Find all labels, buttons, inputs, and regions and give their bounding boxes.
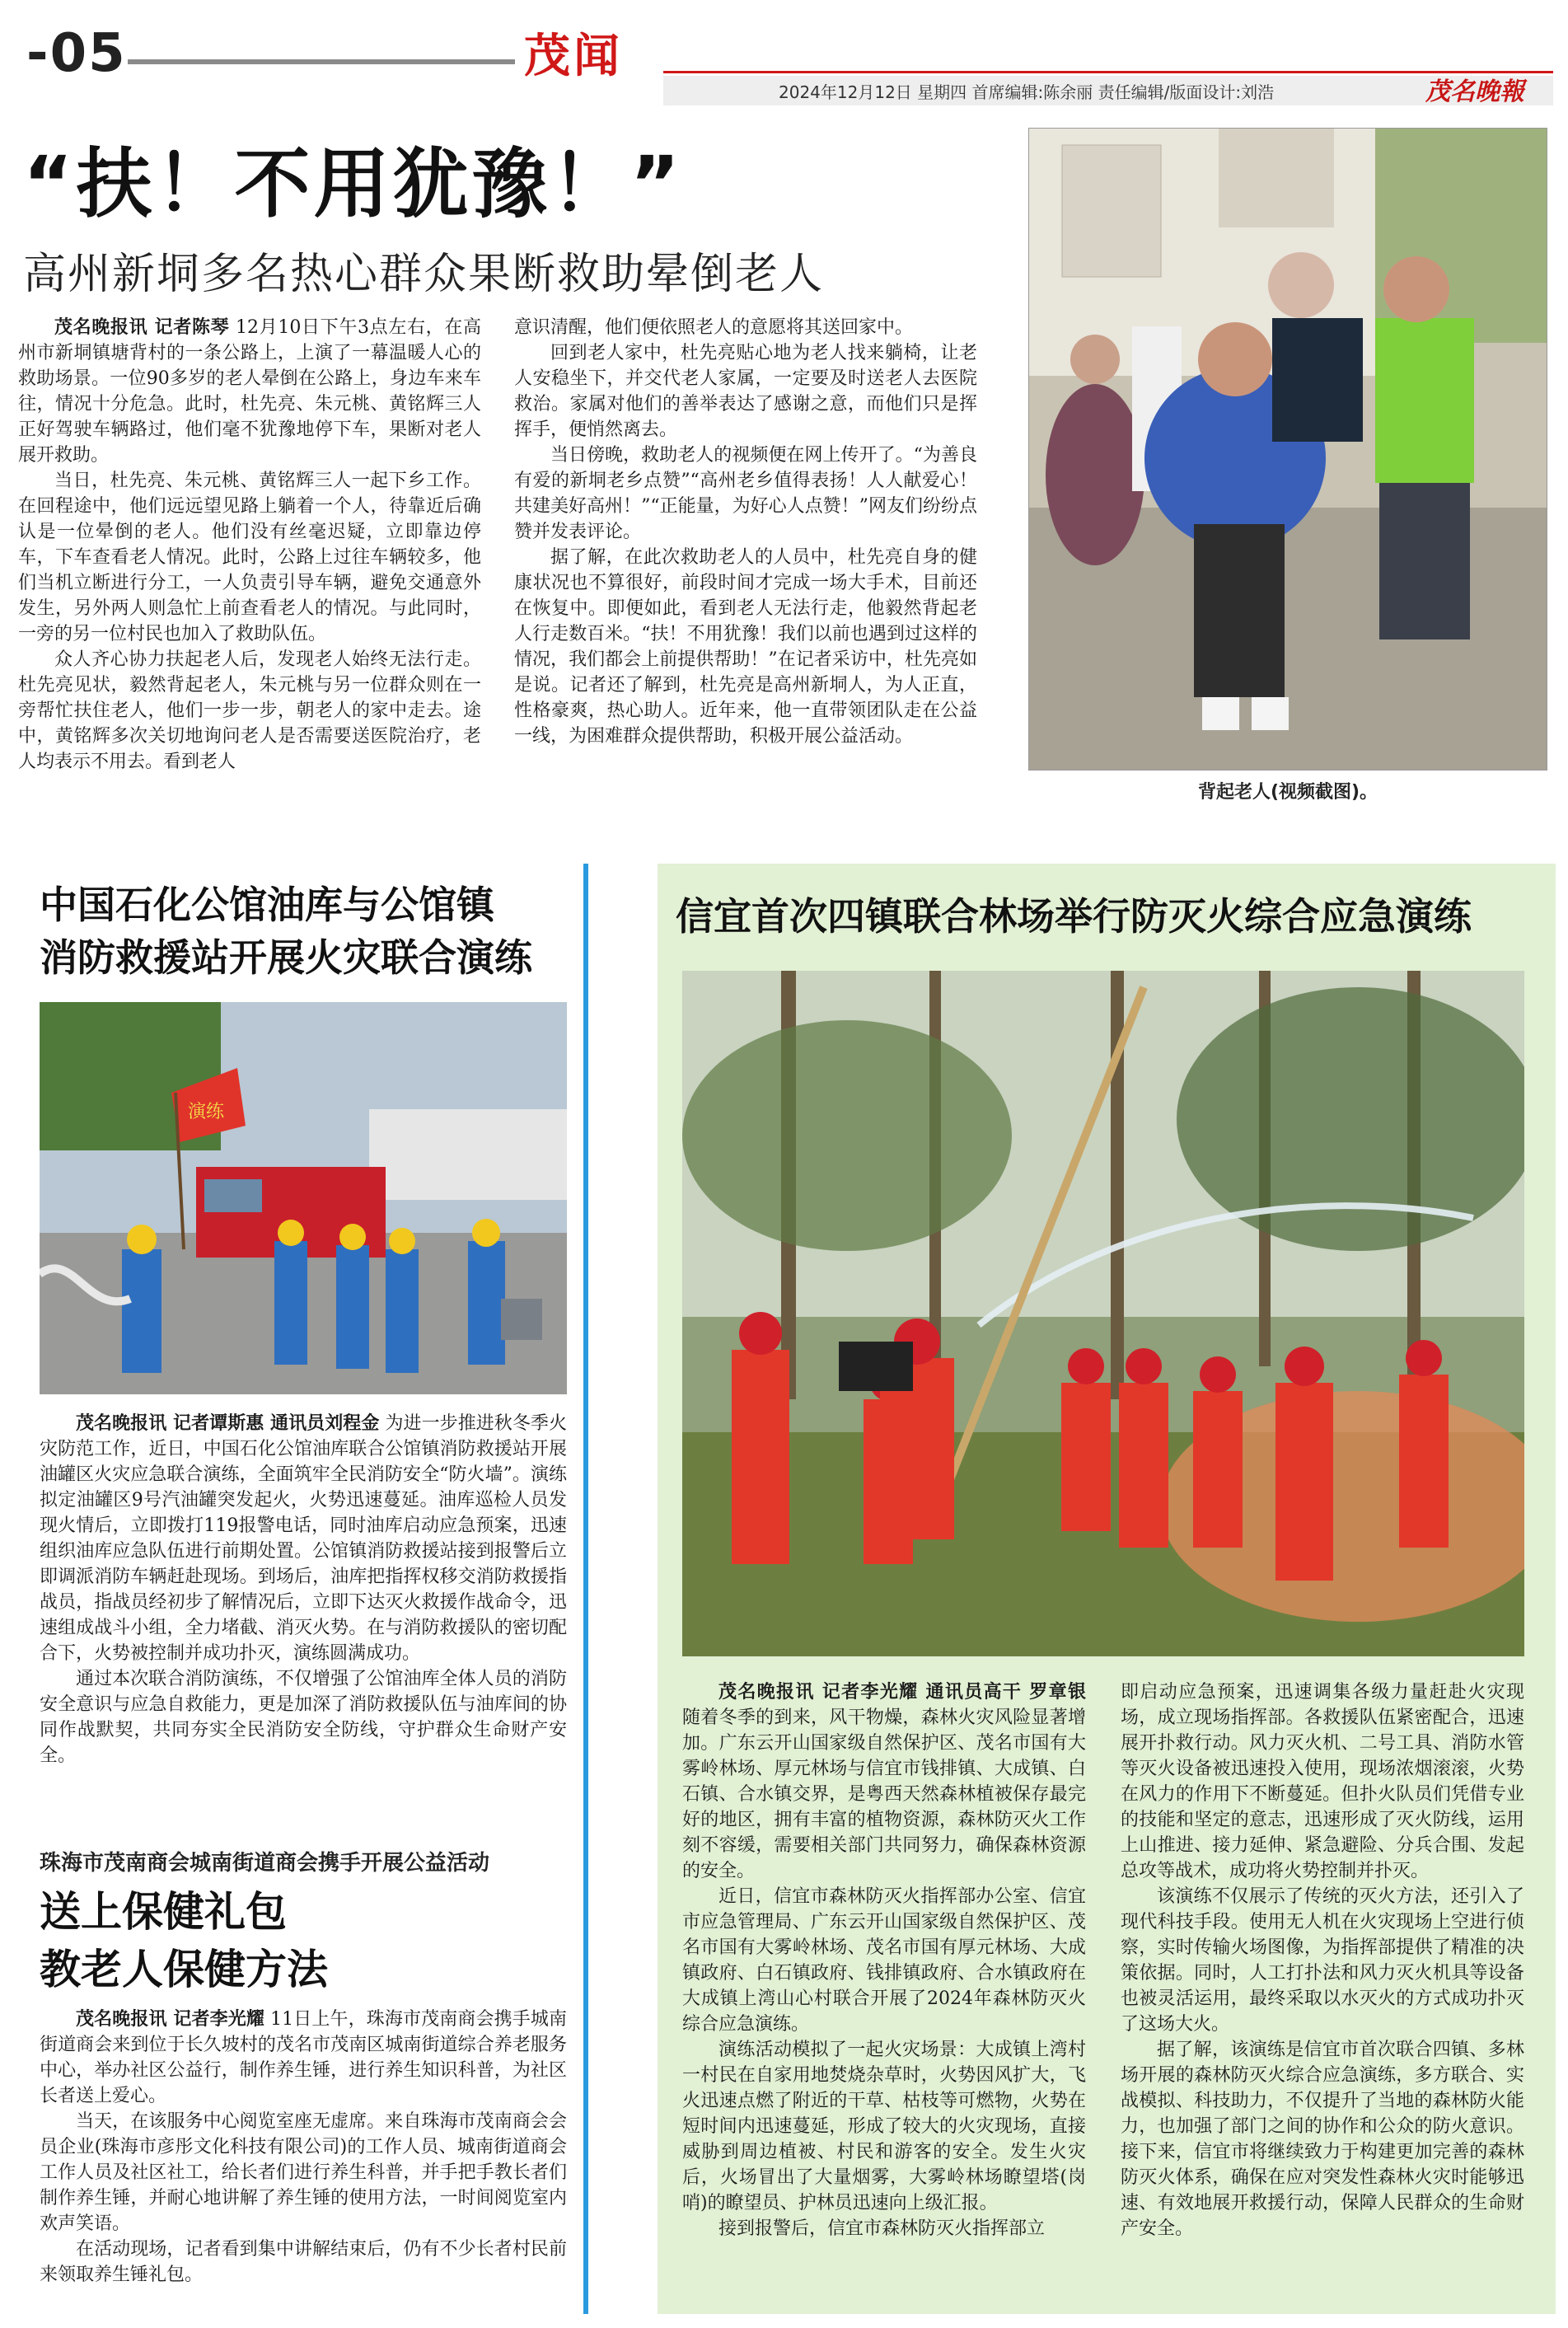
header-info: 2024年12月12日 星期四 首席编辑:陈余丽 责任编辑/版面设计:刘浩: [779, 82, 1275, 102]
small-article-body: [40, 2007, 567, 2288]
top-article-photo: [1028, 128, 1547, 771]
right-article-column-2: [1121, 1679, 1524, 2241]
right-article-column-1: [682, 1679, 1086, 2241]
article-paragraph: 接到报警后，信宜市森林防灭火指挥部立: [718, 2218, 1046, 2239]
masthead-logo: 茂名晚報: [1425, 77, 1524, 106]
title-line: 送上保健礼包: [40, 1888, 287, 1936]
article-paragraph: 演练活动模拟了一起火灾场景：大成镇上湾村一村民在自家用地焚烧杂草时，火势因风扩大，飞火迅速点燃了附近的干草、枯枝等可燃物，火势在短时间内迅速蔓延，形成了较大的火灾现场，直接威胁到周边植被、村民和游客的安全。发生火灾后，火场冒出了大量烟雾，大雾岭林场瞭望塔(岗哨)的瞭望员、护林员迅速向上级汇报。: [682, 2040, 1086, 2213]
article-paragraph: 茂名晚报讯 记者李光耀 11日上午，珠海市茂南商会携手城南街道商会来到位于长久坡村的茂名市茂南区城南街道综合养老服务中心，举办社区公益行，制作养生锤，进行养生知识科普，为社区长者送上爱心。: [40, 2009, 568, 2106]
article-paragraph: 茂名晚报讯 记者陈琴 12月10日下午3点左右，在高州市新垌镇塘背村的一条公路上，上演了一幕温暖人心的救助场景。一位90多岁的老人晕倒在公路上，身边车来车往，情况十分危急。此时，杜先亮、朱元桃、黄铭辉三人正好驾驶车辆路过，他们毫不犹豫地停下车，果断对老人展开救助。: [18, 317, 481, 466]
right-article-headline: 信宜首次四镇联合林场举行防灭火综合应急演练: [676, 894, 1472, 939]
forest-fire-drill-illustration: [682, 971, 1524, 1656]
article-paragraph: 即启动应急预案，迅速调集各级力量赶赴火灾现场，成立现场指挥部。各救援队伍紧密配合，迅速展开扑救行动。风力灭火机、二号工具、消防水管等灭火设备被迅速投入使用，现场浓烟滚滚，火势在风力的作用下不断蔓延。但扑火队员们凭借专业的技能和坚定的意志，迅速形成了灭火防线，运用上山推进、接力延伸、紧急避险、分兵合围、发起总攻等战术，成功将火势控制并扑灭。: [1121, 1682, 1524, 1881]
section-name: 茂闻: [524, 30, 623, 83]
small-article-kicker: 珠海市茂南商会城南街道商会携手开展公益活动: [40, 1851, 490, 1876]
article-paragraph: 该演练不仅展示了传统的灭火方法，还引入了现代科技手段。使用无人机在火灾现场上空进行侦察，实时传输火场图像，为指挥部提供了精准的决策依据。同时，人工打扑法和风力灭火机具等设备也被灵活运用，最终采取以水灭火的方式成功扑灭了这场大火。: [1121, 1886, 1524, 2035]
top-article-headline: “扶！不用犹豫！”: [23, 140, 683, 228]
article-paragraph: 意识清醒，他们便依照老人的意愿将其送回家中。: [514, 317, 914, 338]
left-article-photo: [40, 1002, 567, 1394]
article-lead: 茂名晚报讯 记者陈琴: [54, 317, 230, 338]
top-article-column-2: [514, 315, 977, 749]
article-paragraph: 当日，杜先亮、朱元桃、黄铭辉三人一起下乡工作。在回程途中，他们远远望见路上躺着一个人，待靠近后确认是一位晕倒的老人。他们没有丝毫迟疑，立即靠边停车，下车查看老人情况。此时，公路上过往车辆较多，他们当机立断进行分工，一人负责引导车辆，避免交通意外发生，另外两人则急忙上前查看老人的情况。与此同时，一旁的另一位村民也加入了救助队伍。: [18, 471, 481, 644]
article-paragraph: 众人齐心协力扶起老人后，发现老人始终无法行走。杜先亮见状，毅然背起老人，朱元桃与另一位群众则在一旁帮忙扶住老人，他们一步一步，朝老人的家中走去。途中，黄铭辉多次关切地询问老人是否需要送医院治疗，老人均表示不用去。看到老人: [18, 649, 481, 772]
rescue-scene-illustration: [1029, 129, 1547, 771]
top-article-subheadline: 高州新垌多名热心群众果断救助晕倒老人: [23, 250, 825, 299]
banner-text: 演练: [188, 1102, 225, 1122]
page-number: -05: [26, 23, 127, 84]
article-paragraph: 当天，在该服务中心阅览室座无虚席。来自珠海市茂南商会会员企业(珠海市彦彤文化科技有限公司)的工作人员、城南街道商会工作人员及社区社工，给长者们进行养生科普，并手把手教长者们制作养生锤，并耐心地讲解了养生锤的使用方法，一时间阅览室内欢声笑语。: [40, 2111, 567, 2234]
article-paragraph: 据了解，该演练是信宜市首次联合四镇、多林场开展的森林防灭火综合应急演练，多方联合、实战模拟、科技助力，不仅提升了当地的森林防火能力，也加强了部门之间的协作和公众的防火意识。接下来，信宜市将继续致力于构建更加完善的森林防灭火体系，确保在应对突发性森林火灾时能够迅速、有效地展开救援行动，保障人民群众的生命财产安全。: [1121, 2040, 1524, 2239]
column-divider: [583, 864, 588, 2314]
top-article-column-1: [18, 315, 481, 775]
headline-line: 中国石化公馆油库与公馆镇: [40, 883, 494, 927]
article-lead: 茂名晚报讯 记者谭斯惠 通讯员刘程金: [76, 1413, 380, 1434]
article-paragraph: 通过本次联合消防演练，不仅增强了公馆油库全体人员的消防安全意识与应急自救能力，更是加深了消防救援队伍与油库间的协同作战默契，共同夯实全民消防安全防线，守护群众生命财产安全。: [40, 1669, 567, 1766]
article-paragraph: 当日傍晚，救助老人的视频便在网上传开了。“为善良有爱的新垌老乡点赞”“高州老乡值得表扬！人人献爱心！共建美好高州！”“正能量，为好心人点赞！”网友们纷纷点赞并发表评论。: [514, 445, 977, 542]
right-article-photo: [682, 971, 1524, 1656]
small-article-title: [40, 1883, 575, 1998]
article-paragraph: 据了解，在此次救助老人的人员中，杜先亮自身的健康状况也不算很好，前段时间才完成一场大手术，目前还在恢复中。即便如此，看到老人无法行走，他毅然背起老人行走数百米。“扶！不用犹豫！我们以前也遇到过这样的情况，我们都会上前提供帮助！”在记者采访中，杜先亮如是说。记者还了解到，杜先亮是高州新垌人，为人正直，性格豪爽，热心助人。近年来，他一直带领团队走在公益一线，为困难群众提供帮助，积极开展公益活动。: [514, 547, 977, 747]
left-article-headline: [40, 878, 567, 984]
title-line: 教老人保健方法: [40, 1946, 328, 1993]
headline-line: 消防救援站开展火灾联合演练: [40, 935, 532, 980]
header-rule: [128, 59, 515, 64]
top-photo-caption: 背起老人(视频截图)。: [1197, 782, 1378, 803]
article-paragraph: 回到老人家中，杜先亮贴心地为老人找来躺椅，让老人安稳坐下，并交代老人家属，一定要及时送老人去医院救治。家属对他们的善举表达了感谢之意，而他们只是挥挥手，便悄然离去。: [514, 343, 977, 440]
article-paragraph: 茂名晚报讯 记者谭斯惠 通讯员刘程金 为进一步推进秋冬季火灾防范工作，近日，中国石化公馆油库联合公馆镇消防救援站开展油罐区火灾应急联合演练，全面筑牢全民消防安全“防火墙”。演练拟定油罐区9号汽油罐突发起火，火势迅速蔓延。油库巡检人员发现火情后，立即拨打119报警电话，同时油库启动应急预案，迅速组织油库应急队伍进行前期处置。公馆镇消防救援站接到报警后立即调派消防车辆赶赴现场。到场后，油库把指挥权移交消防救援指战员，指战员经初步了解情况后，立即下达灭火救援作战命令，迅速组成战斗小组，全力堵截、消灭火势。在与消防救援队的密切配合下，火势被控制并成功扑灭，演练圆满成功。: [40, 1413, 567, 1664]
article-lead: 茂名晚报讯 记者李光耀: [76, 2009, 265, 2030]
article-paragraph: 近日，信宜市森林防灭火指挥部办公室、信宜市应急管理局、广东云开山国家级自然保护区、茂名市国有大雾岭林场、茂名市国有厚元林场、大成镇政府、白石镇政府、钱排镇政府、合水镇政府在大成镇上湾山心村联合开展了2024年森林防灭火综合应急演练。: [682, 1886, 1086, 2035]
article-lead: 茂名晚报讯 记者李光耀 通讯员高干 罗章银: [718, 1682, 1086, 1703]
article-paragraph: 茂名晚报讯 记者李光耀 通讯员高干 罗章银 随着冬季的到来，风干物燥，森林火灾风险显著增加。广东云开山国家级自然保护区、茂名市国有大雾岭林场、厚元林场与信宜市钱排镇、大成镇、白石镇、合水镇交界，是粤西天然森林植被保存最完好的地区，拥有丰富的植物资源，森林防灭火工作刻不容缓，需要相关部门共同努力，确保森林资源的安全。: [682, 1682, 1086, 1881]
article-paragraph: 在活动现场，记者看到集中讲解结束后，仍有不少长者村民前来领取养生锤礼包。: [40, 2239, 567, 2285]
left-article-body: [40, 1411, 567, 1768]
fire-drill-illustration: [40, 1002, 567, 1394]
